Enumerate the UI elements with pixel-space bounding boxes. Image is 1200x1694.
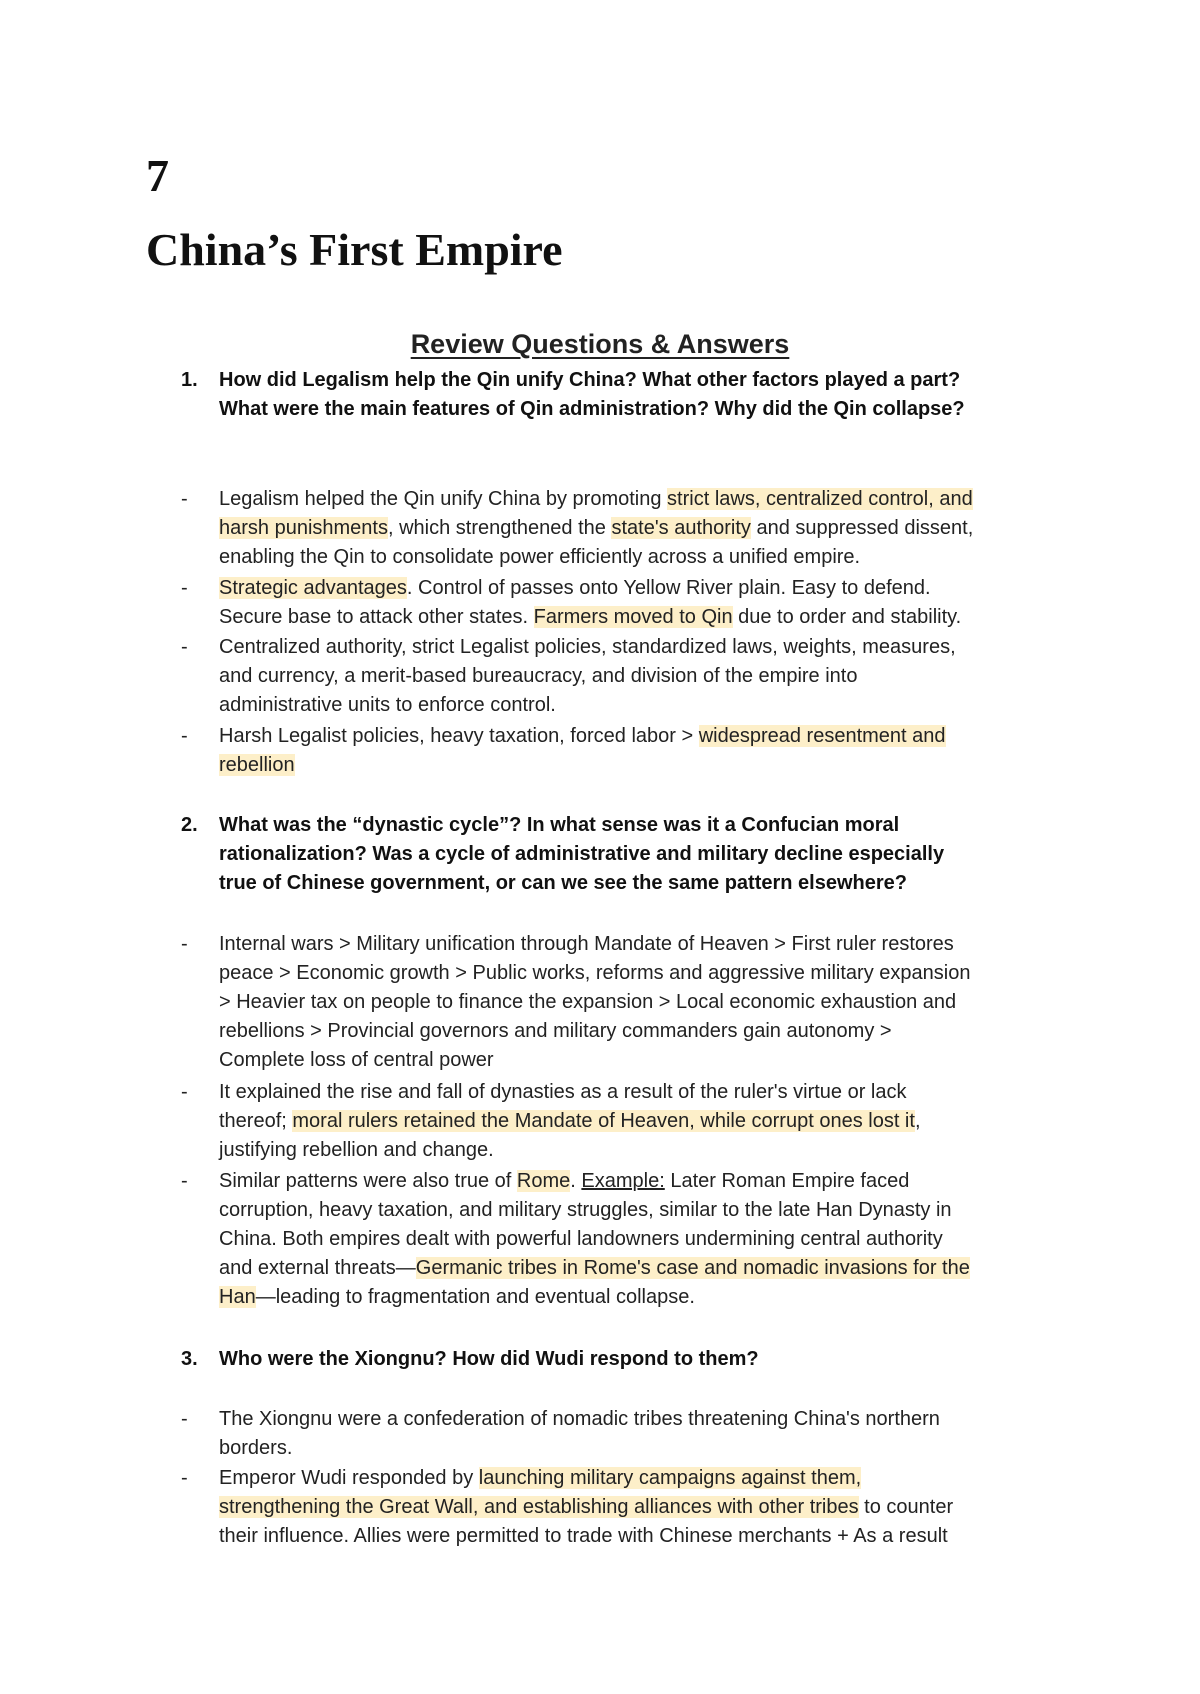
highlight: rebellion <box>219 754 295 776</box>
answer-1-item-3 <box>181 633 956 720</box>
chapter-number: 7 <box>146 150 169 201</box>
question-line: What was the “dynastic cycle”? In what sense was it a Confucian moral <box>219 814 900 836</box>
question-2 <box>181 811 944 898</box>
highlight: strengthening the Great Wall, and establishing alliances with other tribes <box>219 1496 859 1518</box>
question-1 <box>181 366 965 424</box>
answer-line: harsh punishments, which strengthened the state's authority and suppressed dissent, <box>219 517 974 539</box>
question-line: What were the main features of Qin administration? Why did the Qin collapse? <box>219 398 965 420</box>
answer-2-item-3 <box>181 1167 970 1312</box>
answer-line: Internal wars > Military unification through Mandate of Heaven > First ruler restores <box>219 933 954 955</box>
bullet-dash: - <box>181 1467 188 1489</box>
answer-3-item-2 <box>181 1464 953 1551</box>
answer-line: Emperor Wudi responded by launching military campaigns against them, <box>219 1467 862 1489</box>
answer-line: their influence. Allies were permitted to trade with Chinese merchants + As a result <box>219 1525 948 1547</box>
answer-line <box>219 751 946 780</box>
answer-2-item-1 <box>181 930 970 1075</box>
highlight: launching military campaigns against them, <box>478 1467 862 1489</box>
highlight: widespread resentment and <box>698 725 946 747</box>
answer-line: corruption, heavy taxation, and military struggles, similar to the late Han Dynasty in <box>219 1199 952 1221</box>
answer-line: Secure base to attack other states. Farmers moved to Qin due to order and stability. <box>219 606 962 628</box>
question-number: 3. <box>181 1348 198 1370</box>
answer-1-item-4 <box>181 722 946 780</box>
answer-2-item-2 <box>181 1078 921 1165</box>
bullet-dash: - <box>181 725 188 747</box>
answer-line: justifying rebellion and change. <box>219 1139 494 1161</box>
highlight: Farmers moved to Qin <box>533 606 733 628</box>
answer-line: strengthening the Great Wall, and establishing alliances with other tribes to counter <box>219 1496 954 1518</box>
answer-1-item-2 <box>181 574 961 632</box>
highlight: moral rulers retained the Mandate of Heaven, while corrupt ones lost it <box>292 1110 915 1132</box>
answer-line: administrative units to enforce control. <box>219 694 556 716</box>
underlined-text: Example: <box>581 1170 665 1192</box>
bullet-dash: - <box>181 1170 188 1192</box>
subtitle-text: Review Questions & Answers <box>410 329 790 359</box>
answer-line: Han—leading to fragmentation and eventual collapse. <box>219 1286 695 1308</box>
bullet-dash: - <box>181 636 188 658</box>
highlight: Germanic tribes in Rome's case and nomadic invasions for the <box>415 1257 970 1279</box>
highlight: state's authority <box>611 517 751 539</box>
answer-line: > Heavier tax on people to finance the expansion > Local economic exhaustion and <box>219 991 957 1013</box>
bullet-dash: - <box>181 1081 188 1103</box>
highlight: harsh punishments <box>219 517 388 539</box>
answer-3-item-1 <box>181 1405 940 1463</box>
answer-line: Complete loss of central power <box>219 1049 494 1071</box>
question-line: true of Chinese government, or can we see the same pattern elsewhere? <box>219 872 907 894</box>
answer-line: The Xiongnu were a confederation of nomadic tribes threatening China's northern <box>219 1408 940 1430</box>
answer-line: Similar patterns were also true of Rome. Example: Later Roman Empire faced <box>219 1170 910 1192</box>
question-3 <box>181 1345 759 1374</box>
answer-line: It explained the rise and fall of dynasties as a result of the ruler's virtue or lack <box>219 1081 907 1103</box>
highlight: Strategic advantages <box>219 577 407 599</box>
answer-line: thereof; moral rulers retained the Mandate of Heaven, while corrupt ones lost it, <box>219 1110 921 1132</box>
highlight: Rome <box>516 1170 571 1192</box>
answer-line: and currency, a merit-based bureaucracy, and division of the empire into <box>219 665 858 687</box>
answer-line: rebellions > Provincial governors and military commanders gain autonomy > <box>219 1020 892 1042</box>
answer-line: and external threats—Germanic tribes in Rome's case and nomadic invasions for the <box>219 1257 970 1279</box>
question-number: 2. <box>181 814 198 836</box>
answer-line: Harsh Legalist policies, heavy taxation, forced labor > widespread resentment and <box>219 725 946 747</box>
question-line: How did Legalism help the Qin unify China? What other factors played a part? <box>219 369 961 391</box>
question-line: Who were the Xiongnu? How did Wudi respond to them? <box>219 1348 759 1370</box>
highlight: strict laws, centralized control, and <box>667 488 973 510</box>
answer-line: borders. <box>219 1437 293 1459</box>
answer-line: enabling the Qin to consolidate power efficiently across a unified empire. <box>219 546 861 568</box>
answer-line: peace > Economic growth > Public works, reforms and aggressive military expansion <box>219 962 971 984</box>
highlight: Han <box>219 1286 256 1308</box>
chapter-title: China’s First Empire <box>146 224 563 275</box>
answer-line: Strategic advantages. Control of passes onto Yellow River plain. Easy to defend. <box>219 577 931 599</box>
section-subtitle <box>0 326 1200 362</box>
bullet-dash: - <box>181 577 188 599</box>
bullet-dash: - <box>181 933 188 955</box>
answer-line: China. Both empires dealt with powerful landowners undermining central authority <box>219 1228 943 1250</box>
answer-1-item-1 <box>181 485 973 572</box>
bullet-dash: - <box>181 1408 188 1430</box>
question-number: 1. <box>181 369 198 391</box>
question-line: rationalization? Was a cycle of administrative and military decline especially <box>219 843 945 865</box>
answer-line: Legalism helped the Qin unify China by promoting strict laws, centralized control, and <box>219 488 973 510</box>
bullet-dash: - <box>181 488 188 510</box>
answer-line: Centralized authority, strict Legalist policies, standardized laws, weights, measures, <box>219 636 956 658</box>
